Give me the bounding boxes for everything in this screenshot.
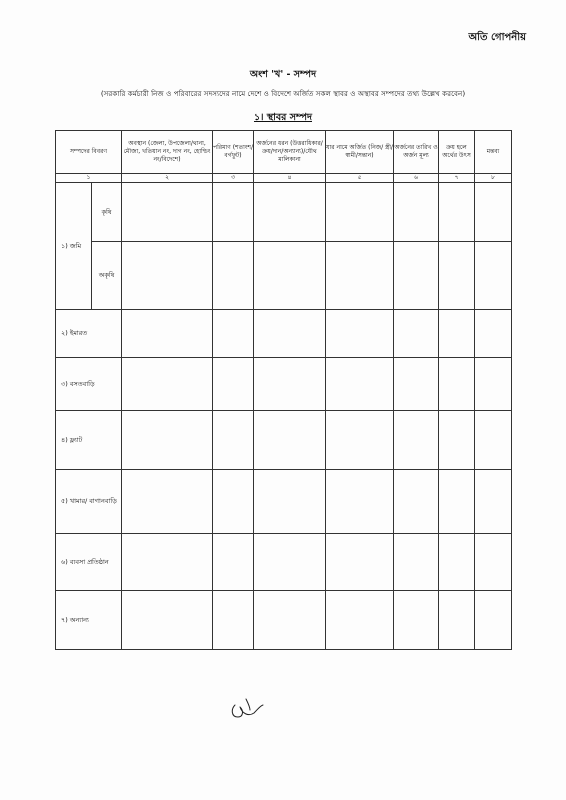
col-number-5: ৫ <box>326 174 394 183</box>
cell-input[interactable] <box>122 591 213 650</box>
cell-input[interactable] <box>213 591 254 650</box>
cell-input[interactable] <box>439 534 475 591</box>
col-number-1: ১ <box>56 174 122 183</box>
row-other <box>56 591 512 650</box>
cell-input[interactable] <box>394 358 439 411</box>
row-business <box>56 534 512 591</box>
cell-input[interactable] <box>439 358 475 411</box>
cell-input[interactable] <box>475 242 512 310</box>
col-header-acquisition-type: অর্জনের ধরন (উত্তরাধিকার/ ক্রয়/দান/অন্যান্য)/যৌথ মালিকানা <box>254 131 326 174</box>
col-number-6: ৬ <box>394 174 439 183</box>
row-label-building: ২) ইমারত <box>56 310 122 358</box>
section-title: ১। স্থাবর সম্পদ <box>253 112 312 123</box>
row-label-non-agri: অকৃষি <box>92 242 122 310</box>
cell-input[interactable] <box>122 470 213 534</box>
col-header-owner-name: যার নামে অর্জিত (নিজ/ স্ত্রী/স্বামী/সন্তান) <box>326 131 394 174</box>
row-label-business: ৬) ব্যবসা প্রতিষ্ঠান <box>56 534 122 591</box>
cell-input[interactable] <box>475 310 512 358</box>
row-label-homestead: ৩) বসতবাড়ি <box>56 358 122 411</box>
cell-input[interactable] <box>213 310 254 358</box>
cell-input[interactable] <box>213 534 254 591</box>
cell-input[interactable] <box>326 411 394 470</box>
cell-input[interactable] <box>439 242 475 310</box>
header-row <box>56 131 512 174</box>
cell-input[interactable] <box>475 470 512 534</box>
cell-input[interactable] <box>213 358 254 411</box>
cell-input[interactable] <box>439 591 475 650</box>
cell-input[interactable] <box>394 183 439 242</box>
cell-input[interactable] <box>439 470 475 534</box>
cell-input[interactable] <box>326 470 394 534</box>
col-number-2: ২ <box>122 174 213 183</box>
col-header-fund-source: ক্রয় হলে অর্থের উৎস <box>439 131 475 174</box>
cell-input[interactable] <box>213 183 254 242</box>
cell-input[interactable] <box>254 310 326 358</box>
instruction-text: (সরকারি কর্মচারী নিজ ও পরিবারের সদস্যদের নামে দেশে ও বিদেশে অর্জিত সকল স্থাবর ও অস্থাবর সম্পদের তথ্য উল্লেখ করবেন) <box>100 89 466 98</box>
col-header-date-value: অর্জনের তারিখ ও অর্জন মূল্য <box>394 131 439 174</box>
cell-input[interactable] <box>475 411 512 470</box>
cell-input[interactable] <box>394 411 439 470</box>
col-number-7: ৭ <box>439 174 475 183</box>
col-number-4: ৪ <box>254 174 326 183</box>
cell-input[interactable] <box>254 411 326 470</box>
cell-input[interactable] <box>326 358 394 411</box>
cell-input[interactable] <box>475 534 512 591</box>
cell-input[interactable] <box>394 310 439 358</box>
cell-input[interactable] <box>326 534 394 591</box>
cell-input[interactable] <box>122 411 213 470</box>
col-header-quantity: পরিমাণ (শতাংশ/ বর্গফুট) <box>213 131 254 174</box>
col-header-description: সম্পদের বিবরণ <box>56 131 122 174</box>
cell-input[interactable] <box>122 310 213 358</box>
cell-input[interactable] <box>326 591 394 650</box>
immovable-asset-table <box>55 130 512 650</box>
row-farm <box>56 470 512 534</box>
cell-input[interactable] <box>475 183 512 242</box>
cell-input[interactable] <box>122 183 213 242</box>
cell-input[interactable] <box>439 411 475 470</box>
column-number-row <box>56 174 512 183</box>
row-flat <box>56 411 512 470</box>
cell-input[interactable] <box>254 591 326 650</box>
col-number-3: ৩ <box>213 174 254 183</box>
col-number-8: ৮ <box>475 174 512 183</box>
cell-input[interactable] <box>326 242 394 310</box>
row-label-farm: ৫) খামার/ বাগানবাড়ি <box>56 470 122 534</box>
cell-input[interactable] <box>213 242 254 310</box>
cell-input[interactable] <box>475 591 512 650</box>
cell-input[interactable] <box>475 358 512 411</box>
cell-input[interactable] <box>254 242 326 310</box>
row-land-non-agri <box>56 242 512 310</box>
row-land-agri <box>56 183 512 242</box>
row-building <box>56 310 512 358</box>
row-label-flat: ৪) ফ্ল্যাট <box>56 411 122 470</box>
col-header-location: অবস্থান (জেলা, উপজেলা/থানা, মৌজা, খতিয়ান নং, দাগ নং, হোল্ডিং নং/বিদেশে) <box>122 131 213 174</box>
row-homestead <box>56 358 512 411</box>
cell-input[interactable] <box>394 470 439 534</box>
cell-input[interactable] <box>394 534 439 591</box>
cell-input[interactable] <box>122 358 213 411</box>
cell-input[interactable] <box>122 242 213 310</box>
cell-input[interactable] <box>122 534 213 591</box>
row-label-agri: কৃষি <box>92 183 122 242</box>
cell-input[interactable] <box>394 242 439 310</box>
cell-input[interactable] <box>439 183 475 242</box>
row-label-other: ৭) অন্যান্য <box>56 591 122 650</box>
col-header-remarks: মন্তব্য <box>475 131 512 174</box>
cell-input[interactable] <box>254 470 326 534</box>
cell-input[interactable] <box>394 591 439 650</box>
confidential-label: অতি গোপনীয় <box>468 32 526 43</box>
cell-input[interactable] <box>213 411 254 470</box>
signature-mark <box>228 695 268 727</box>
cell-input[interactable] <box>439 310 475 358</box>
cell-input[interactable] <box>254 534 326 591</box>
cell-input[interactable] <box>326 183 394 242</box>
row-label-land: ১) জমি <box>56 183 92 310</box>
cell-input[interactable] <box>254 183 326 242</box>
cell-input[interactable] <box>326 310 394 358</box>
cell-input[interactable] <box>254 358 326 411</box>
cell-input[interactable] <box>213 470 254 534</box>
part-title: অংশ 'খ' - সম্পদ <box>249 69 317 80</box>
